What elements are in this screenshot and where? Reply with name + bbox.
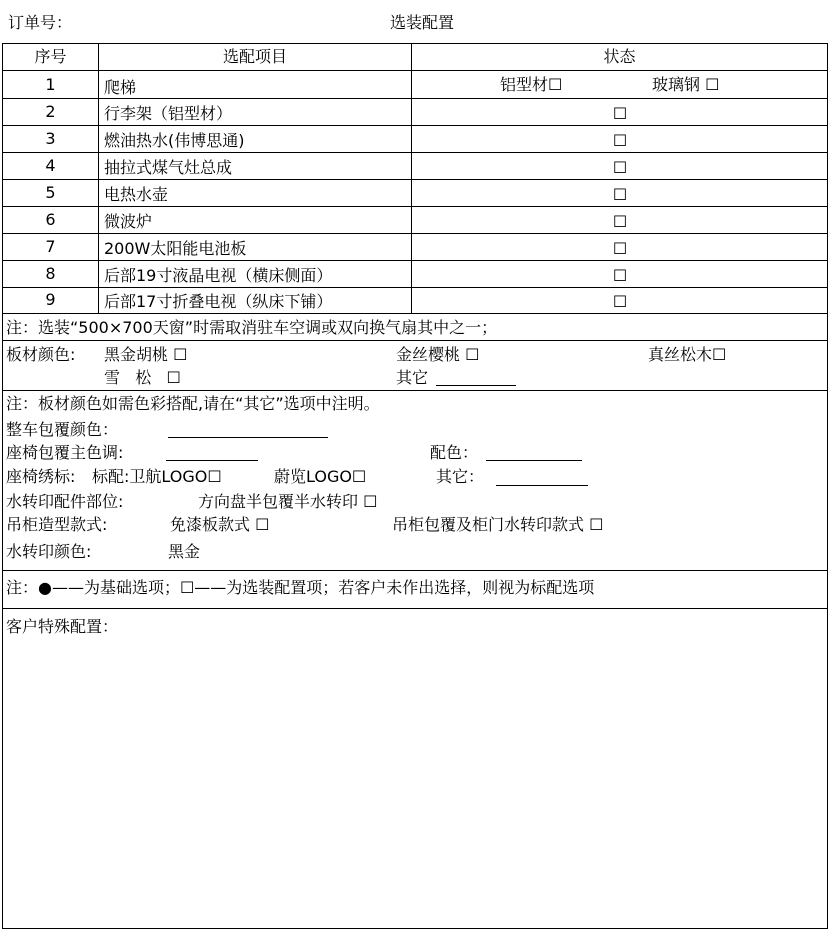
section-divider [2, 570, 828, 571]
row-item: 200W太阳能电池板 [104, 239, 247, 258]
col-divider-status [411, 43, 412, 314]
board-other-label: 其它 [396, 368, 429, 387]
transfer-parts-label: 水转印配件部位: [6, 492, 124, 511]
row-item: 后部19寸液晶电视（横床侧面） [104, 266, 333, 285]
embroidery-standard-checkbox[interactable]: 标配:卫航LOGO☐ [92, 467, 222, 486]
embroidery-other-label: 其它： [436, 467, 485, 486]
header-row-divider [2, 70, 828, 71]
row-seq: 5 [45, 183, 56, 202]
legend-note: 注：●——为基础选项；☐——为选装配置项；若客户未作出选择，则视为标配选项 [6, 578, 595, 597]
col-divider-seq [98, 43, 99, 314]
cabinet-style-label: 吊柜造型款式: [6, 515, 108, 534]
row-item: 电热水壶 [104, 185, 169, 204]
row-divider [2, 233, 828, 234]
special-config-area[interactable] [3, 640, 827, 927]
seat-cover-field[interactable] [166, 460, 258, 461]
row-status-checkbox[interactable]: ☐ [612, 239, 628, 258]
row-status-checkbox[interactable]: ☐ [612, 158, 628, 177]
col-header-status: 状态 [603, 47, 636, 66]
board-other-field[interactable] [436, 385, 516, 386]
row-seq: 8 [45, 264, 56, 283]
row-seq: 3 [45, 129, 56, 148]
row-divider [2, 206, 828, 207]
ladder-aluminum-checkbox[interactable]: 铝型材☐ [500, 75, 563, 94]
row-seq: 6 [45, 210, 56, 229]
form-title: 选装配置 [390, 13, 455, 32]
order-number-label: 订单号： [8, 13, 73, 32]
seat-cover-label: 座椅包覆主色调: [6, 443, 124, 462]
table-top-border [2, 43, 828, 44]
row-item: 微波炉 [104, 212, 153, 231]
row-seq: 2 [45, 102, 56, 121]
row-status-checkbox[interactable]: ☐ [612, 104, 628, 123]
special-config-label: 客户特殊配置： [6, 617, 119, 636]
row-item: 后部17寸折叠电视（纵床下铺） [104, 292, 333, 311]
board-cherry-checkbox[interactable]: 金丝樱桃 ☐ [396, 345, 480, 364]
board-snowpine-checkbox[interactable]: 雪 松 ☐ [104, 368, 181, 387]
transfer-color-value: 黑金 [168, 542, 201, 561]
row-item: 抽拉式煤气灶总成 [104, 158, 233, 177]
row-seq: 9 [45, 290, 56, 309]
seat-embroidery-label: 座椅绣标: [6, 467, 76, 486]
seat-match-field[interactable] [486, 460, 582, 461]
row-item: 燃油热水(伟博思通) [104, 131, 245, 150]
col-header-item: 选配项目 [222, 47, 287, 66]
wrap-color-field[interactable] [168, 437, 328, 438]
row-item: 爬梯 [104, 78, 137, 97]
board-color-note: 注：板材颜色如需色彩搭配,请在“其它”选项中注明。 [6, 394, 380, 413]
row-divider [2, 98, 828, 99]
wrap-color-label: 整车包覆颜色： [6, 420, 119, 439]
skylight-note: 注：选装“500×700天窗”时需取消驻车空调或双向换气扇其中之一； [6, 318, 498, 337]
form-bottom-border [2, 928, 828, 929]
board-walnut-checkbox[interactable]: 黑金胡桃 ☐ [104, 345, 188, 364]
section-divider [2, 608, 828, 609]
row-divider [2, 125, 828, 126]
row-status-checkbox[interactable]: ☐ [612, 292, 628, 311]
transfer-color-label: 水转印颜色: [6, 542, 92, 561]
row-seq: 1 [45, 75, 56, 94]
row-status-checkbox[interactable]: ☐ [612, 185, 628, 204]
row-divider [2, 152, 828, 153]
row-status-checkbox[interactable]: ☐ [612, 212, 628, 231]
right-border [827, 43, 828, 929]
row-divider [2, 179, 828, 180]
section-divider [2, 340, 828, 341]
row-seq: 4 [45, 156, 56, 175]
table-bottom-border [2, 313, 828, 314]
transfer-steering-checkbox[interactable]: 方向盘半包覆半水转印 ☐ [198, 492, 378, 511]
cabinet-transfer-checkbox[interactable]: 吊柜包覆及柜门水转印款式 ☐ [392, 515, 604, 534]
row-seq: 7 [45, 237, 56, 256]
row-divider [2, 260, 828, 261]
row-item: 行李架（铝型材） [104, 104, 233, 123]
row-status-checkbox[interactable]: ☐ [612, 266, 628, 285]
embroidery-weilan-checkbox[interactable]: 蔚览LOGO☐ [274, 467, 367, 486]
row-status-checkbox[interactable]: ☐ [612, 131, 628, 150]
section-divider [2, 390, 828, 391]
board-color-label: 板材颜色: [6, 345, 76, 364]
seat-match-label: 配色： [430, 443, 479, 462]
ladder-fiberglass-checkbox[interactable]: 玻璃钢 ☐ [652, 75, 720, 94]
embroidery-other-field[interactable] [496, 485, 588, 486]
cabinet-paintfree-checkbox[interactable]: 免漆板款式 ☐ [170, 515, 270, 534]
board-pine-checkbox[interactable]: 真丝松木☐ [648, 345, 727, 364]
row-divider [2, 287, 828, 288]
col-header-seq: 序号 [34, 47, 67, 66]
